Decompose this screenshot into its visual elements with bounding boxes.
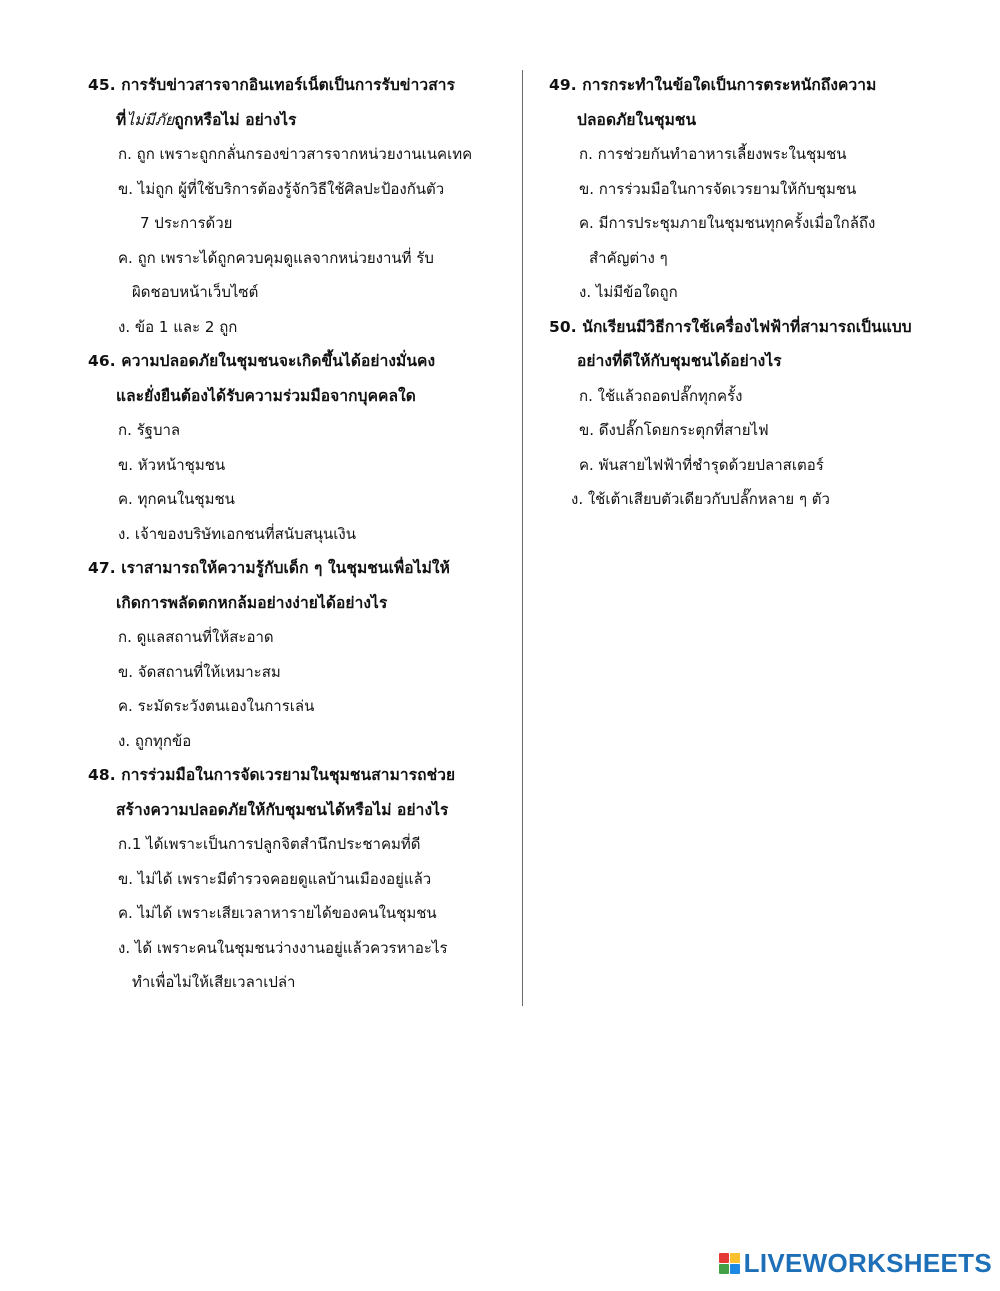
- logo-tile-blue: [730, 1264, 740, 1274]
- question-47-option-d: ง. ถูกทุกข้อ: [118, 731, 192, 750]
- question-46-line-1: 46. ความปลอดภัยในชุมชนจะเกิดขึ้นได้อย่างมั่นคง: [88, 352, 436, 370]
- logo-tile-green: [719, 1264, 729, 1274]
- left-column: [88, 68, 504, 1000]
- question-45: [88, 68, 504, 137]
- question-47: [88, 551, 504, 620]
- question-47-line-2: เกิดการพลัดตกหกล้มอย่างง่ายได้อย่างไร: [116, 593, 388, 612]
- question-47-option-c: ค. ระมัดระวังตนเองในการเล่น: [118, 697, 315, 715]
- liveworksheets-logo-icon: [719, 1253, 740, 1274]
- question-45-line-1: 45. การรับข่าวสารจากอินเทอร์เน็ตเป็นการรับข่าวสาร: [88, 76, 456, 94]
- logo-tile-red: [719, 1253, 729, 1263]
- logo-wordmark: LIVEWORKSHEETS: [743, 1247, 992, 1278]
- question-47-option-b: ข. จัดสถานที่ให้เหมาะสม: [118, 662, 281, 681]
- question-49-option-c: ค. มีการประชุมภายในชุมชนทุกครั้งเมื่อใกล้ถึง สำคัญต่าง ๆ: [579, 214, 876, 267]
- question-47-option-a: ก. ดูแลสถานที่ให้สะอาด: [118, 628, 274, 646]
- question-50-line-2: อย่างที่ดีให้กับชุมชนได้อย่างไร: [577, 352, 782, 370]
- question-48-line-2: สร้างความปลอดภัยให้กับชุมชนได้หรือไม่ อย่างไร: [116, 800, 449, 819]
- question-48-option-c: ค. ไม่ได้ เพราะเสียเวลาหารายได้ของคนในชุมชน: [118, 904, 437, 922]
- question-45-line-2: ที่ไม่มีภัยถูกหรือไม่ อย่างไร: [116, 110, 297, 129]
- right-column: [549, 68, 969, 517]
- question-50-option-d: ง. ใช้เต้าเสียบตัวเดียวกับปลั๊กหลาย ๆ ตัว: [571, 490, 830, 508]
- question-49-line-2: ปลอดภัยในชุมชน: [577, 110, 697, 129]
- question-49: [549, 68, 969, 137]
- question-46: [88, 344, 504, 413]
- question-46-option-d: ง. เจ้าของบริษัทเอกชนที่สนับสนุนเงิน: [118, 524, 356, 543]
- logo-tile-yellow: [730, 1253, 740, 1263]
- question-50-option-b: ข. ดึงปลั๊กโดยกระตุกที่สายไฟ: [579, 421, 769, 439]
- liveworksheets-logo[interactable]: [719, 1245, 992, 1281]
- question-48-option-d: ง. ได้ เพราะคนในชุมชนว่างงานอยู่แล้วควรหาอะไร ทำเพื่อไม่ให้เสียเวลาเปล่า: [118, 938, 448, 991]
- question-45-option-a: ก. ถูก เพราะถูกกลั่นกรองข่าวสารจากหน่วยงานเนคเทค: [118, 145, 473, 163]
- question-45-option-d: ง. ข้อ 1 และ 2 ถูก: [118, 317, 238, 336]
- question-49-line-1: 49. การกระทำในข้อใดเป็นการตระหนักถึงความ: [549, 76, 877, 94]
- question-48-option-a: ก.1 ได้เพราะเป็นการปลูกจิตสำนึกประชาคมที่ดี: [118, 835, 421, 853]
- question-46-option-a: ก. รัฐบาล: [118, 421, 181, 439]
- question-48-option-b: ข. ไม่ได้ เพราะมีตำรวจคอยดูแลบ้านเมืองอยู่แล้ว: [118, 869, 432, 888]
- question-47-line-1: 47. เราสามารถให้ความรู้กับเด็ก ๆ ในชุมชนเพื่อไม่ให้: [88, 559, 450, 577]
- question-46-option-b: ข. หัวหน้าชุมชน: [118, 455, 226, 474]
- question-48-line-1: 48. การร่วมมือในการจัดเวรยามในชุมชนสามารถช่วย: [88, 766, 456, 784]
- question-45-option-c: ค. ถูก เพราะได้ถูกควบคุมดูแลจากหน่วยงานที่ รับ ผิดชอบหน้าเว็บไซต์: [118, 248, 434, 301]
- question-50-option-c: ค. พันสายไฟฟ้าที่ชำรุดด้วยปลาสเตอร์: [579, 455, 824, 474]
- question-45-option-b: ข. ไม่ถูก ผู้ที่ใช้บริการต้องรู้จักวิธีใช้ศิลปะป้องกันตัว 7 ประการด้วย: [118, 179, 445, 232]
- question-49-option-a: ก. การช่วยกันทำอาหารเลี้ยงพระในชุมชน: [579, 145, 847, 163]
- question-50-option-a: ก. ใช้แล้วถอดปลั๊กทุกครั้ง: [579, 386, 743, 405]
- question-50-line-1: 50. นักเรียนมีวิธีการใช้เครื่องไฟฟ้าที่สามารถเป็นแบบ: [549, 317, 912, 336]
- question-48: [88, 758, 504, 827]
- column-divider: [522, 70, 523, 1006]
- question-49-option-d: ง. ไม่มีข้อใดถูก: [579, 283, 678, 301]
- question-49-option-b: ข. การร่วมมือในการจัดเวรยามให้กับชุมชน: [579, 179, 857, 198]
- question-46-option-c: ค. ทุกคนในชุมชน: [118, 490, 235, 508]
- question-50: [549, 310, 969, 379]
- question-46-line-2: และยั่งยืนต้องได้รับความร่วมมือจากบุคคลใด: [116, 386, 416, 405]
